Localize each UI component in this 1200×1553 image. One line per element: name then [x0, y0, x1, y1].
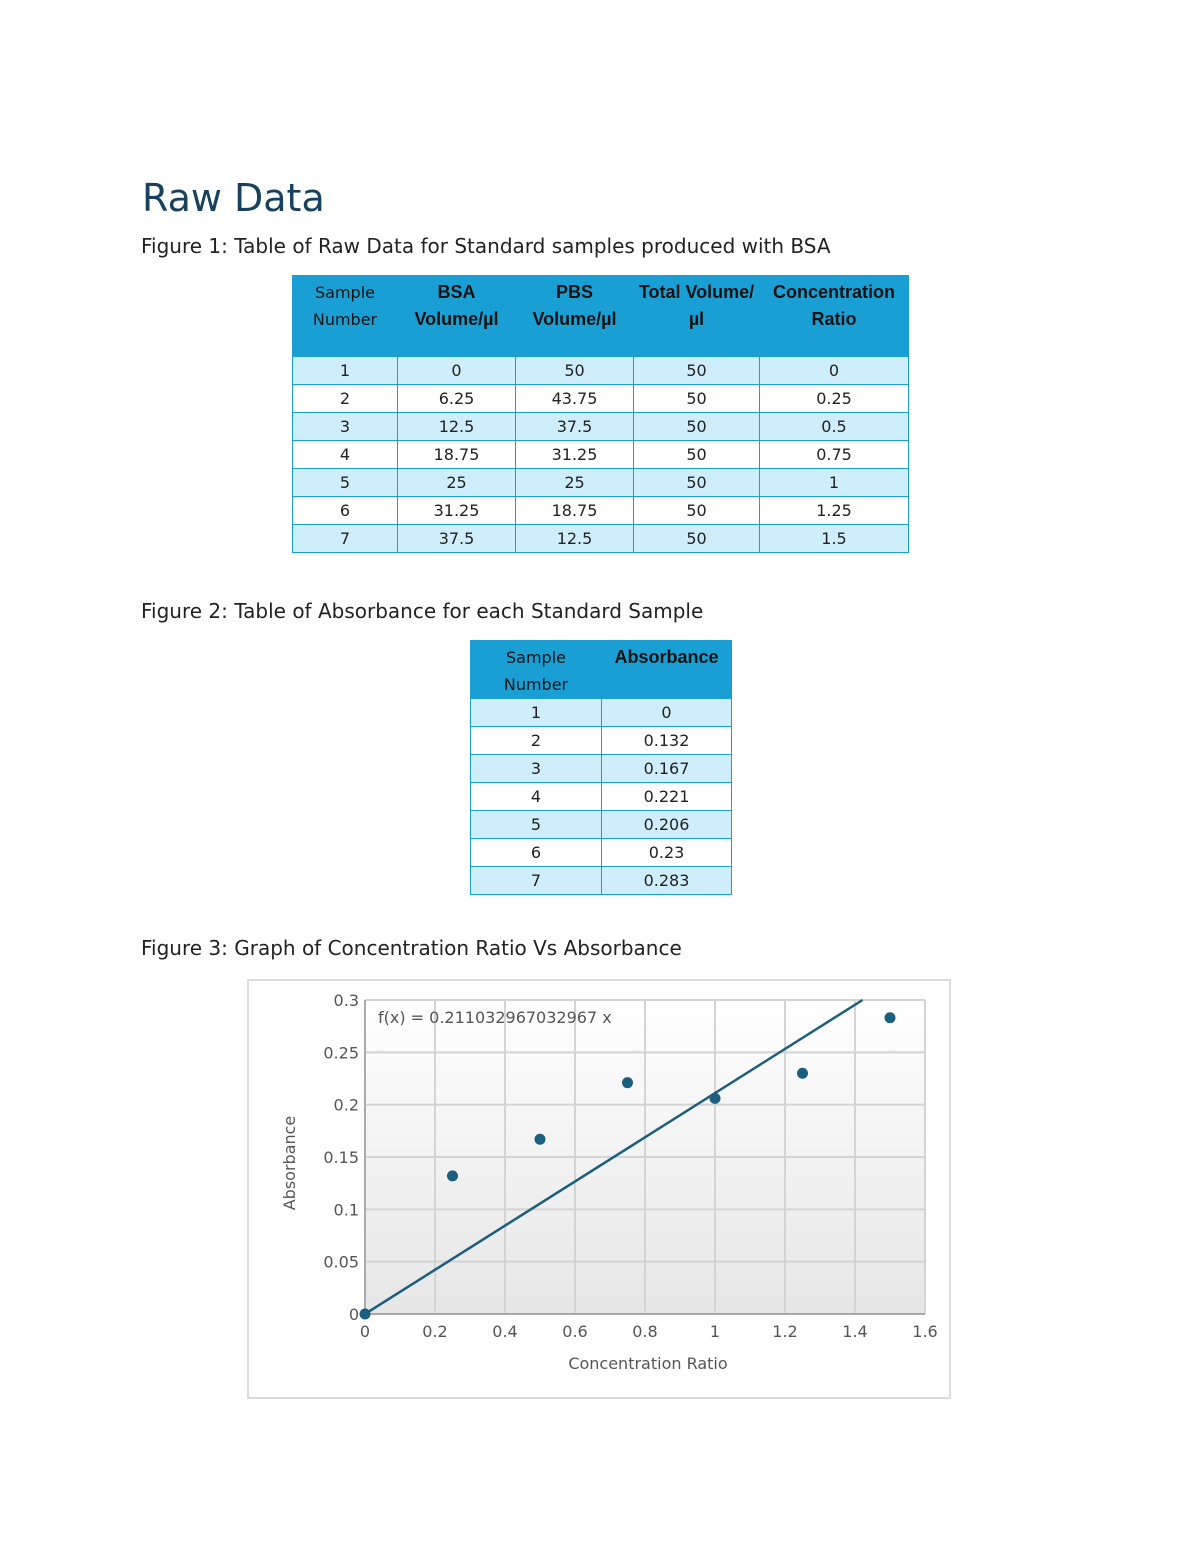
- table-cell: 2: [293, 384, 398, 412]
- data-point: [447, 1170, 458, 1181]
- y-axis-title: Absorbance: [280, 1115, 299, 1211]
- table-cell: 50: [634, 468, 760, 496]
- figure3-caption: Figure 3: Graph of Concentration Ratio Vs Absorbance: [141, 936, 682, 960]
- table-row: [293, 496, 909, 524]
- trendline-equation: f(x) = 0.211032967032967 x: [378, 1008, 612, 1027]
- data-point: [360, 1309, 371, 1320]
- table-cell: 7: [471, 867, 602, 895]
- page-heading: Raw Data: [142, 176, 325, 220]
- table-cell: 37.5: [398, 524, 516, 552]
- table-cell: 50: [634, 356, 760, 384]
- table-cell: 1.25: [760, 496, 909, 524]
- table-row: [471, 783, 732, 811]
- table-cell: 6: [471, 839, 602, 867]
- table-row: [471, 811, 732, 839]
- data-point: [710, 1093, 721, 1104]
- y-tick-label: 0: [348, 1305, 359, 1324]
- x-tick-label: 0.2: [422, 1322, 448, 1341]
- data-point: [622, 1077, 633, 1088]
- header-sample-number: Sample Number: [293, 275, 398, 356]
- y-tick-label: 0.05: [323, 1252, 359, 1272]
- table-cell: 37.5: [516, 412, 634, 440]
- table-cell: 0.167: [602, 755, 732, 783]
- data-point: [797, 1068, 808, 1079]
- x-tick-label: 0.8: [632, 1322, 658, 1341]
- table-cell: 6.25: [398, 384, 516, 412]
- table-cell: 0: [398, 356, 516, 384]
- y-tick-label: 0.15: [323, 1148, 359, 1167]
- table-cell: 4: [293, 440, 398, 468]
- table-row: [293, 356, 909, 384]
- table-cell: 50: [516, 356, 634, 384]
- y-tick-label: 0.3: [333, 991, 359, 1010]
- x-tick-label: 1.2: [772, 1322, 798, 1341]
- figure1-caption: Figure 1: Table of Raw Data for Standard samples produced with BSA: [141, 234, 831, 258]
- x-axis-title: Concentration Ratio: [568, 1354, 728, 1373]
- table-cell: 5: [471, 811, 602, 839]
- header-total-volume: Total Volume/µl: [634, 275, 760, 356]
- y-tick-label: 0.1: [333, 1200, 359, 1220]
- table-row: [293, 440, 909, 468]
- table-cell: 0.206: [602, 811, 732, 839]
- table-cell: 1.5: [760, 524, 909, 552]
- table-cell: 25: [398, 468, 516, 496]
- table-cell: 50: [634, 524, 760, 552]
- x-tick-label: 0: [359, 1322, 371, 1341]
- table-row: [471, 755, 732, 783]
- table-cell: 18.75: [516, 496, 634, 524]
- raw-data-table: [292, 275, 909, 553]
- header-concentration-ratio: Concentration Ratio: [760, 275, 909, 356]
- table-cell: 50: [634, 384, 760, 412]
- table-row: [471, 839, 732, 867]
- table-cell: 0: [602, 699, 732, 727]
- table-cell: 0.75: [760, 440, 909, 468]
- table-row: [471, 867, 732, 895]
- scatter-chart: [247, 979, 951, 1399]
- table-row: [293, 468, 909, 496]
- table-cell: 0.23: [602, 839, 732, 867]
- table-cell: 0.25: [760, 384, 909, 412]
- table-cell: 0.283: [602, 867, 732, 895]
- y-tick-label: 0.25: [323, 1043, 359, 1063]
- table-cell: 18.75: [398, 440, 516, 468]
- table-cell: 0.221: [602, 783, 732, 811]
- chart-canvas: [249, 981, 949, 1397]
- header-sample-number: Sample Number: [471, 640, 602, 699]
- table-cell: 1: [293, 356, 398, 384]
- data-point: [535, 1134, 546, 1145]
- table-cell: 31.25: [398, 496, 516, 524]
- table-cell: 0.5: [760, 412, 909, 440]
- table-cell: 1: [760, 468, 909, 496]
- table-row: [293, 384, 909, 412]
- header-pbs-volume: PBS Volume/µl: [516, 275, 634, 356]
- table-row: [293, 524, 909, 552]
- header-bsa-volume: BSA Volume/µl: [398, 275, 516, 356]
- table-cell: 4: [471, 783, 602, 811]
- table-cell: 6: [293, 496, 398, 524]
- table-row: [293, 412, 909, 440]
- table-cell: 50: [634, 496, 760, 524]
- table-cell: 3: [293, 412, 398, 440]
- y-tick-label: 0.2: [333, 1095, 359, 1115]
- data-point: [885, 1012, 896, 1023]
- table-cell: 2: [471, 727, 602, 755]
- table-cell: 1: [471, 699, 602, 727]
- table-row: [471, 727, 732, 755]
- table-cell: 50: [634, 412, 760, 440]
- x-tick-label: 0.4: [492, 1322, 518, 1341]
- x-tick-label: 0.6: [562, 1322, 588, 1341]
- x-tick-label: 1.4: [842, 1322, 868, 1341]
- figure2-caption: Figure 2: Table of Absorbance for each Standard Sample: [141, 599, 704, 623]
- table-cell: 25: [516, 468, 634, 496]
- table-cell: 3: [471, 755, 602, 783]
- x-tick-label: 1.6: [912, 1322, 938, 1341]
- table-row: [471, 699, 732, 727]
- table-cell: 12.5: [516, 524, 634, 552]
- table-cell: 31.25: [516, 440, 634, 468]
- table-cell: 50: [634, 440, 760, 468]
- x-tick-label: 1: [709, 1322, 721, 1341]
- table-cell: 12.5: [398, 412, 516, 440]
- table-cell: 0.132: [602, 727, 732, 755]
- table-cell: 7: [293, 524, 398, 552]
- header-absorbance: Absorbance: [602, 640, 732, 699]
- table-cell: 0: [760, 356, 909, 384]
- absorbance-table: [470, 640, 732, 895]
- table-cell: 5: [293, 468, 398, 496]
- table-cell: 43.75: [516, 384, 634, 412]
